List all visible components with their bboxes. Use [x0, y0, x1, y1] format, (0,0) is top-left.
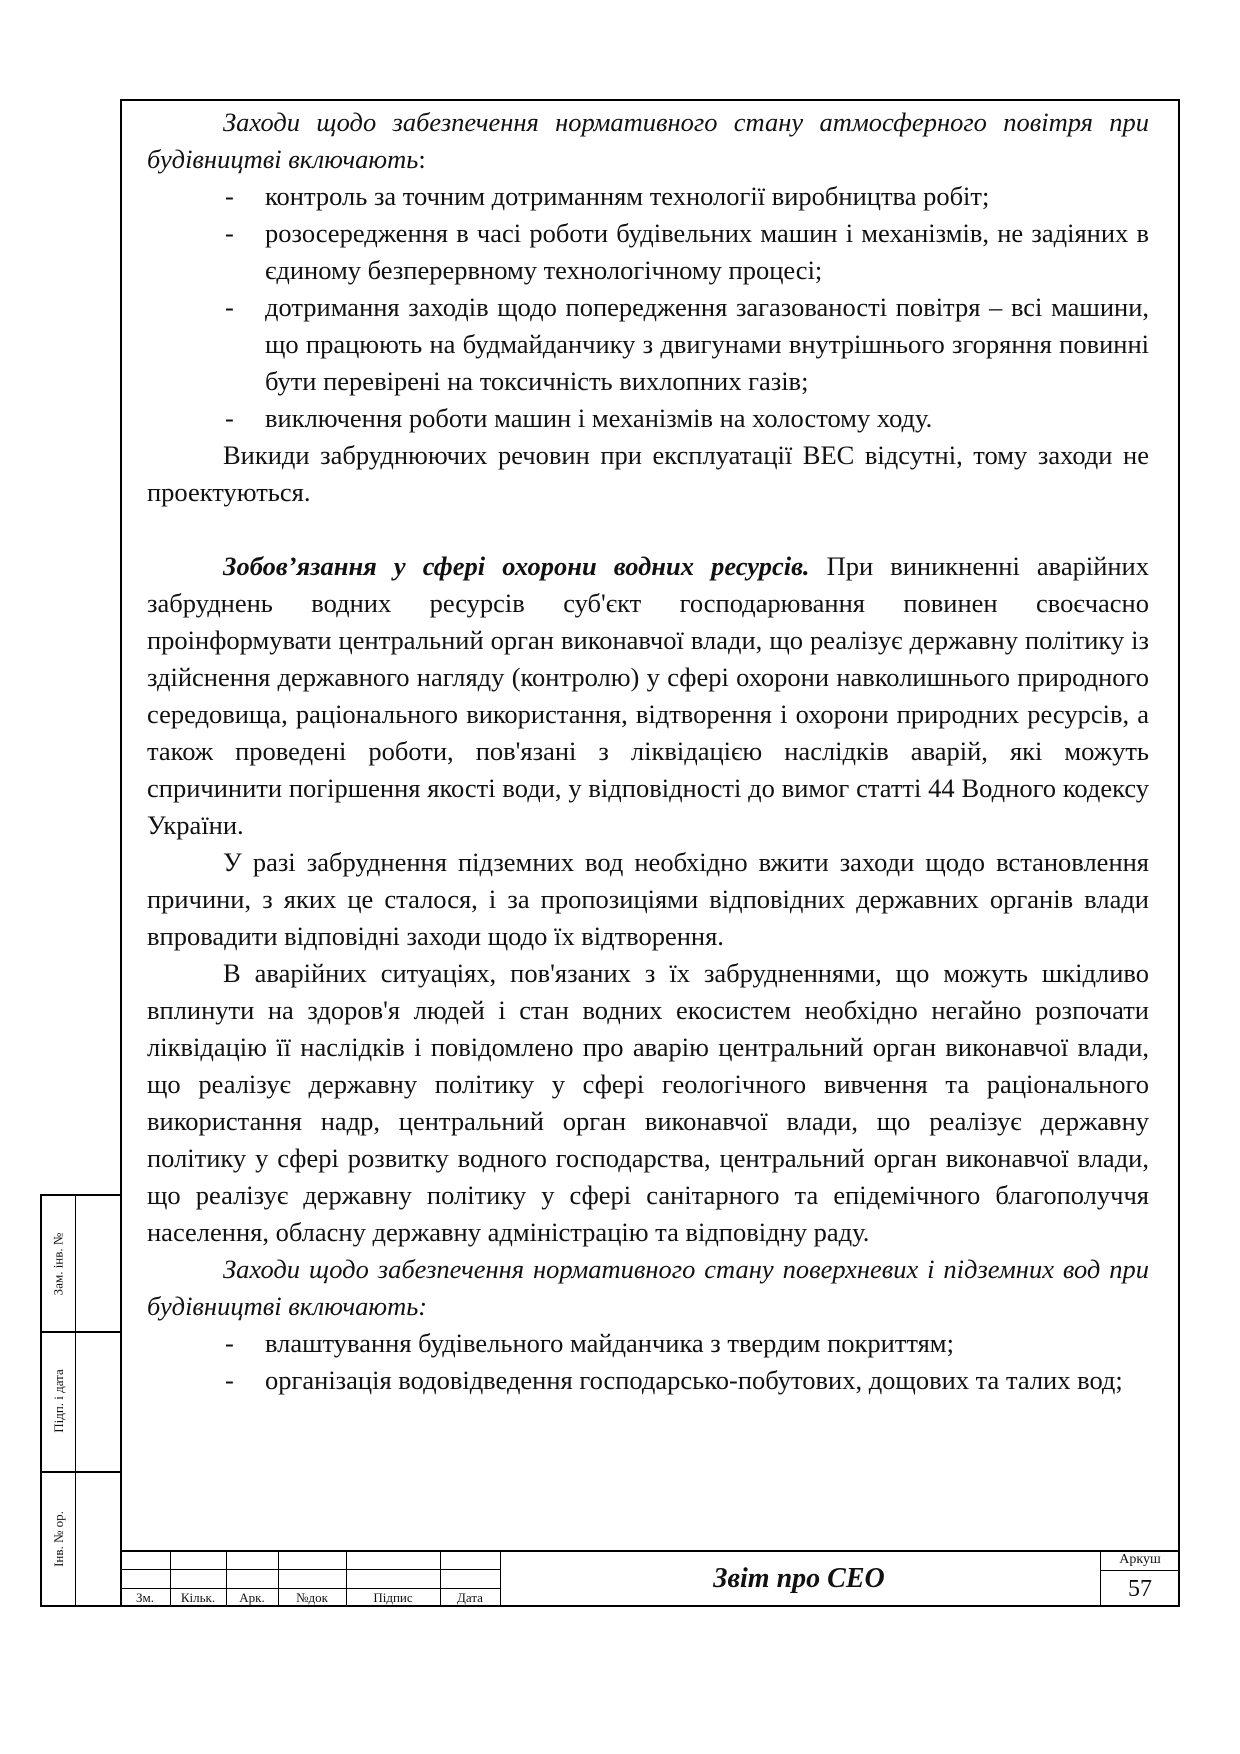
list-item-text: розосередження в часі роботи будівельних машин і механізмів, не задіяних в єдиному безперервному технологічному процесі;: [265, 218, 1149, 285]
title-block: [120, 1550, 1180, 1607]
dash-marker: -: [225, 403, 234, 433]
water-measures-list: [147, 1325, 1149, 1399]
col-ndok-label: №док: [296, 1590, 328, 1605]
side-stamp: [40, 1194, 120, 1607]
list-item: [147, 400, 1149, 437]
side-stamp-cell: [42, 1331, 75, 1471]
col-zm-label: Зм.: [136, 1590, 154, 1605]
air-measures-intro: [147, 104, 1149, 178]
col-pidpys-label: Підпис: [373, 1590, 413, 1605]
title-block-line: [120, 1569, 500, 1570]
col-data-label: Дата: [457, 1590, 483, 1605]
list-item: [147, 289, 1149, 400]
document-title: Звіт про СЕО: [713, 1562, 885, 1594]
list-item: [147, 178, 1149, 215]
list-item: [147, 1362, 1149, 1399]
side-stamp-cell: [42, 1196, 75, 1331]
list-item-text: організація водовідведення господарсько-побутових, дощових та талих вод;: [265, 1365, 1123, 1395]
list-item: [147, 1325, 1149, 1362]
air-measures-list: [147, 178, 1149, 437]
dash-marker: -: [225, 1328, 234, 1358]
dash-marker: -: [225, 1365, 234, 1395]
water-obligations-heading: Зобов’язання у сфері охорони водних ресурсів.: [223, 551, 810, 581]
list-item-text: дотримання заходів щодо попередження загазованості повітря – всі машини, що працюють на будмайданчику з двигунами внутрішнього згоряння повинні бути перевірені на токсичність вихлопних газів;: [265, 292, 1149, 396]
paragraph-gap: [147, 511, 1149, 548]
title-block-line: [120, 1588, 500, 1589]
col-kilk-label: Кільк.: [180, 1590, 216, 1605]
col-ark-label: Арк.: [239, 1590, 265, 1605]
groundwater-paragraph: У разі забруднення підземних вод необхідно вжити заходи щодо встановлення причини, з яких це сталося, і за пропозиціями відповідних державних органів влади впровадити відповідні заходи щодо їх відтворення.: [147, 847, 1149, 951]
list-item: [147, 215, 1149, 289]
water-obligations-text: При виникненні аварійних забруднень водних ресурсів суб'єкт господарювання повинен своєчасно проінформувати центральний орган виконавчої влади, що реалізує державну політику із здійснення державного нагляду (контролю) у сфері охорони навколишнього природного середовища, раціонального використання, відтворення і охорони природних ресурсів, а також проведені роботи, пов'язані з ліквідацією наслідків аварій, які можуть спричинити погіршення якості води, у відповідності до вимог статті 44 Водного кодексу України.: [147, 551, 1149, 840]
sheet-label: Аркуш: [1119, 1552, 1161, 1567]
emergency-paragraph: В аварійних ситуаціях, пов'язаних з їх забрудненнями, що можуть шкідливо вплинути на здоров'я людей і стан водних екосистем необхідно негайно розпочати ліквідацію її наслідків і повідомлено про аварію центральний орган виконавчої влади, що реалізує державну політику у сфері геологічного вивчення та раціонального використання надр, центральний орган виконавчої влади, що реалізує державну політику у сфері розвитку водного господарства, центральний орган виконавчої влади, що реалізує державну політику у сфері санітарного та епідемічного благополуччя населення, обласну державну адміністрацію та відповідну раду.: [147, 958, 1149, 1247]
emissions-paragraph: Викиди забруднюючих речовин при експлуатації ВЕС відсутні, тому заходи не проектуються.: [147, 440, 1149, 507]
side-stamp-label: Зам. інв. №: [50, 1232, 66, 1295]
dash-marker: -: [225, 218, 234, 248]
dash-marker: -: [225, 292, 234, 322]
list-item-text: виключення роботи машин і механізмів на холостому ходу.: [265, 403, 933, 433]
list-item-text: влаштування будівельного майданчика з твердим покриттям;: [265, 1328, 954, 1358]
document-body: [147, 104, 1149, 1399]
side-stamp-label: Підп. і дата: [50, 1369, 66, 1433]
air-measures-colon: :: [418, 144, 426, 174]
side-stamp-cell: [42, 1471, 75, 1607]
list-item-text: контроль за точним дотриманням технології виробництва робіт;: [265, 181, 990, 211]
dash-marker: -: [225, 181, 234, 211]
water-measures-intro: Заходи щодо забезпечення нормативного стану поверхневих і підземних вод при будівництві включають:: [147, 1254, 1149, 1321]
water-obligations-paragraph: [147, 548, 1149, 844]
page-number: 57: [1128, 1576, 1152, 1602]
side-stamp-label: Інв. № ор.: [50, 1511, 66, 1567]
air-measures-intro-text: Заходи щодо забезпечення нормативного стану атмосферного повітря при будівництві включають: [147, 107, 1149, 174]
side-stamp-divider: [75, 1196, 76, 1605]
